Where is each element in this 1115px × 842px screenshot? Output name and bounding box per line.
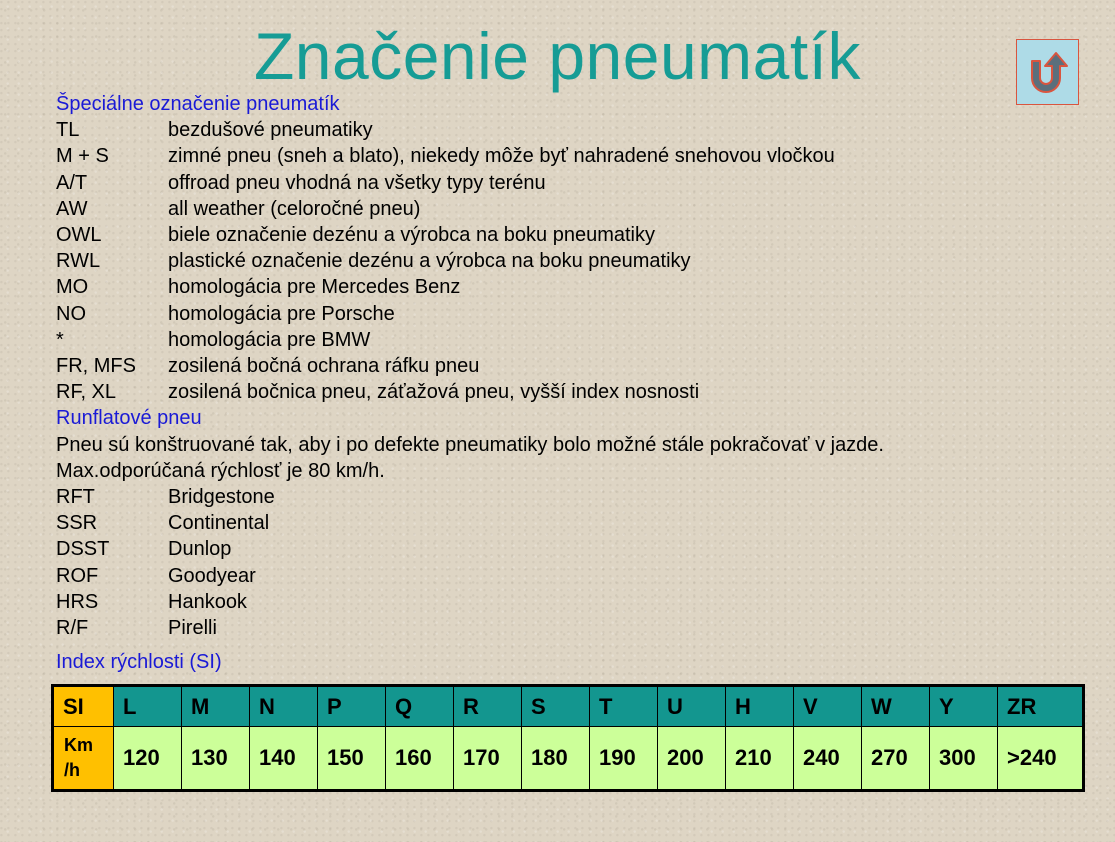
runflat-item-code: HRS <box>56 590 99 613</box>
special-item-desc: offroad pneu vhodná na všetky typy terénu <box>168 171 546 194</box>
si-letter-cell: R <box>454 686 522 727</box>
special-item-code: FR, MFS <box>56 355 136 378</box>
si-speed-cell: 180 <box>522 727 590 791</box>
special-item-desc: homologácia pre Mercedes Benz <box>168 276 461 299</box>
si-letter-cell: ZR <box>998 686 1084 727</box>
special-item-row <box>56 327 1056 353</box>
special-item-row <box>56 222 1056 248</box>
runflat-item-code: RFT <box>56 486 95 509</box>
special-item-row <box>56 143 1056 169</box>
special-item-desc: biele označenie dezénu a výrobca na boku pneumatiky <box>168 224 655 247</box>
si-letter-cell: M <box>182 686 250 727</box>
special-marking-heading: Špeciálne označenie pneumatík <box>56 93 340 115</box>
runflat-item-brand: Bridgestone <box>168 486 275 509</box>
runflat-item-row <box>56 510 1056 536</box>
si-letter-cell: Y <box>930 686 998 727</box>
si-letter-cell: Q <box>386 686 454 727</box>
page-title: Značenie pneumatík <box>253 19 862 93</box>
si-speed-cell: 270 <box>862 727 930 791</box>
si-letter-cell: P <box>318 686 386 727</box>
special-item-code: M + S <box>56 145 109 168</box>
runflat-item-code: ROF <box>56 564 99 587</box>
special-item-row <box>56 117 1056 143</box>
si-speed-cell: 140 <box>250 727 318 791</box>
special-item-code: RWL <box>56 250 101 273</box>
runflat-item-brand: Dunlop <box>168 538 232 561</box>
special-item-row <box>56 196 1056 222</box>
special-item-code: A/T <box>56 171 88 194</box>
si-letter-cell: U <box>658 686 726 727</box>
speed-index-table <box>51 684 1085 792</box>
si-speed-cell: 200 <box>658 727 726 791</box>
speed-index-heading: Index rýchlosti (SI) <box>56 651 222 674</box>
special-item-desc: plastické označenie dezénu a výrobca na boku pneumatiky <box>168 250 691 273</box>
si-speed-cell: 160 <box>386 727 454 791</box>
runflat-item-brand: Continental <box>168 512 270 535</box>
special-item-code: * <box>56 328 64 351</box>
si-speed-cell: 190 <box>590 727 658 791</box>
runflat-description: Pneu sú konštruované tak, aby i po defekte pneumatiky bolo možné stále pokračovať v jazde. <box>56 433 884 456</box>
si-letter-cell: V <box>794 686 862 727</box>
special-item-desc: all weather (celoročné pneu) <box>168 197 421 220</box>
runflat-item-code: R/F <box>56 617 89 640</box>
si-speed-cell: 120 <box>114 727 182 791</box>
u-turn-arrow-icon <box>1023 47 1073 97</box>
special-item-code: NO <box>56 302 86 325</box>
special-item-desc: zosilená bočná ochrana ráfku pneu <box>168 355 480 378</box>
special-item-row <box>56 170 1056 196</box>
runflat-item-code: SSR <box>56 512 98 535</box>
special-item-row <box>56 353 1056 379</box>
special-item-row <box>56 379 1056 405</box>
special-item-desc: homologácia pre Porsche <box>168 302 395 325</box>
si-letter-cell: W <box>862 686 930 727</box>
si-speed-cell: >240 <box>998 727 1084 791</box>
kmh-label-cell <box>53 727 114 791</box>
runflat-item-row <box>56 563 1056 589</box>
si-speed-cell: 240 <box>794 727 862 791</box>
special-item-code: MO <box>56 276 89 299</box>
si-letter-cell: T <box>590 686 658 727</box>
runflat-item-row <box>56 589 1056 615</box>
runflat-item-row <box>56 615 1056 641</box>
si-letter-cell: H <box>726 686 794 727</box>
special-item-desc: zosilená bočnica pneu, záťažová pneu, vyšší index nosnosti <box>168 381 700 404</box>
si-speed-cell: 210 <box>726 727 794 791</box>
si-letter-cell: L <box>114 686 182 727</box>
special-item-desc: homologácia pre BMW <box>168 328 371 351</box>
si-letter-cell: N <box>250 686 318 727</box>
special-item-code: RF, XL <box>56 381 117 404</box>
si-speed-cell: 300 <box>930 727 998 791</box>
runflat-item-code: DSST <box>56 538 110 561</box>
kmh-label-line1: Km <box>64 735 94 755</box>
si-label-cell: SI <box>53 686 114 727</box>
runflat-item-brand: Goodyear <box>168 564 256 587</box>
runflat-item-row <box>56 536 1056 562</box>
runflat-item-row <box>56 484 1056 510</box>
runflat-item-brand: Hankook <box>168 590 247 613</box>
kmh-label-line2: /h <box>64 760 80 780</box>
speed-index-speed-row <box>53 727 1084 791</box>
special-item-desc: bezdušové pneumatiky <box>168 119 373 142</box>
runflat-heading: Runflatové pneu <box>56 407 202 430</box>
speed-index-letter-row <box>53 686 1084 727</box>
si-letter-cell: S <box>522 686 590 727</box>
si-speed-cell: 150 <box>318 727 386 791</box>
runflat-max-speed: Max.odporúčaná rýchlosť je 80 km/h. <box>56 459 385 482</box>
runflat-item-brand: Pirelli <box>168 617 217 640</box>
special-item-desc: zimné pneu (sneh a blato), niekedy môže byť nahradené snehovou vločkou <box>168 145 835 168</box>
si-speed-cell: 130 <box>182 727 250 791</box>
special-item-row <box>56 301 1056 327</box>
si-speed-cell: 170 <box>454 727 522 791</box>
content-area <box>56 91 1056 675</box>
special-item-row <box>56 274 1056 300</box>
special-item-code: AW <box>56 197 88 220</box>
special-item-code: OWL <box>56 224 102 247</box>
special-item-row <box>56 248 1056 274</box>
special-item-code: TL <box>56 119 80 142</box>
